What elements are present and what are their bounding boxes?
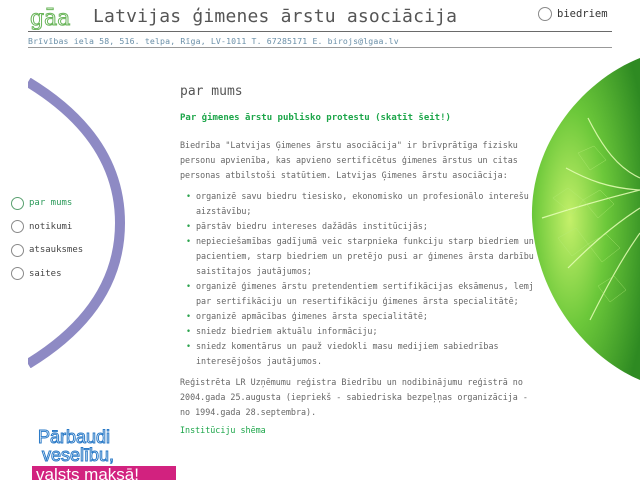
address-divider — [28, 47, 612, 48]
contact-address: Brīvības iela 58, 516. telpa, Rīga, LV-1011 T. 67285171 E. birojs@lgaa.lv — [28, 36, 399, 46]
nav-item-label: atsauksmes — [29, 245, 84, 255]
banner-line-1: Pārbaudi — [38, 427, 111, 447]
main-content — [180, 80, 542, 435]
nav-item-label: par mums — [29, 198, 73, 208]
list-item: • sniedz komentārus un pauž viedokli masu medijiem sabiedrības interesējošos jautājumos. — [196, 339, 542, 369]
banner-line-3: valsts maksā! — [36, 465, 139, 480]
lgaa-logo-icon[interactable] — [30, 4, 82, 30]
list-item: • sniedz biedriem aktuālu informāciju; — [196, 324, 542, 339]
list-item: • organizē savu biedru tiesisko, ekonomisko un profesionālo interešu aizstāvību; — [196, 189, 542, 219]
activities-list — [180, 189, 542, 369]
registration-paragraph: Reģistrēta LR Uzņēmumu reģistra Biedrību un nodibinājumu reģistrā no 2004.gada 25.augusta (iepriekš - sabiedriska bezpeļņas organizācija - no 1994.gada 28.septembra). — [180, 377, 528, 417]
intro-paragraph: Biedrība "Latvijas Ģimenes ārstu asociācija" ir brīvprātīga fizisku personu apvienība, kas apvieno sertificētus ģimenes ārstus un citas personas atbilstoši statūtiem. Latvijas Ģimenes ārstu asociācija: — [180, 140, 518, 180]
health-check-banner[interactable] — [28, 424, 178, 480]
list-item: • organizē ģimenes ārstu pretendentiem sertifikācijas eksāmenus, lemj par sertifikāciju un resertifikāciju ģimenes ārsta specialitātē; — [196, 279, 542, 309]
nav-item-saites[interactable] — [11, 267, 83, 281]
nav-item-atsauksmes[interactable] — [11, 243, 83, 257]
circle-ring-icon — [11, 220, 24, 233]
green-leaf-image — [528, 58, 640, 380]
institution-scheme-link[interactable]: Institūciju shēma — [180, 425, 266, 435]
banner-line-2: veselību, — [42, 445, 115, 465]
list-item: • pārstāv biedru intereses dažādās institūcijās; — [196, 219, 542, 234]
members-link[interactable] — [538, 7, 608, 21]
logo-text: gāa — [30, 6, 71, 30]
nav-item-notikumi[interactable] — [11, 220, 83, 234]
nav-item-par-mums[interactable] — [11, 196, 83, 210]
circle-ring-icon — [538, 7, 552, 21]
header-divider — [28, 31, 612, 32]
circle-ring-icon — [11, 197, 24, 210]
site-title: Latvijas ģimenes ārstu asociācija — [93, 6, 458, 27]
page-title: par mums — [180, 84, 243, 99]
list-item: • nepieciešamības gadījumā veic starpnieka funkciju starp biedriem un pacientiem, starp biedriem un pretējo pusi ar ģimenes ārsta darbību saistītajos jautājumos; — [196, 234, 542, 279]
nav-item-label: notikumi — [29, 221, 73, 232]
left-nav — [11, 196, 83, 290]
members-link-label: biedriem — [557, 8, 608, 20]
circle-ring-icon — [11, 267, 24, 280]
circle-ring-icon — [11, 244, 24, 257]
protest-link[interactable]: Par ģimenes ārstu publisko protestu (skatīt šeit!) — [180, 113, 451, 123]
list-item: • organizē apmācības ģimenes ārsta specialitātē; — [196, 309, 542, 324]
nav-item-label: saites — [29, 268, 62, 279]
